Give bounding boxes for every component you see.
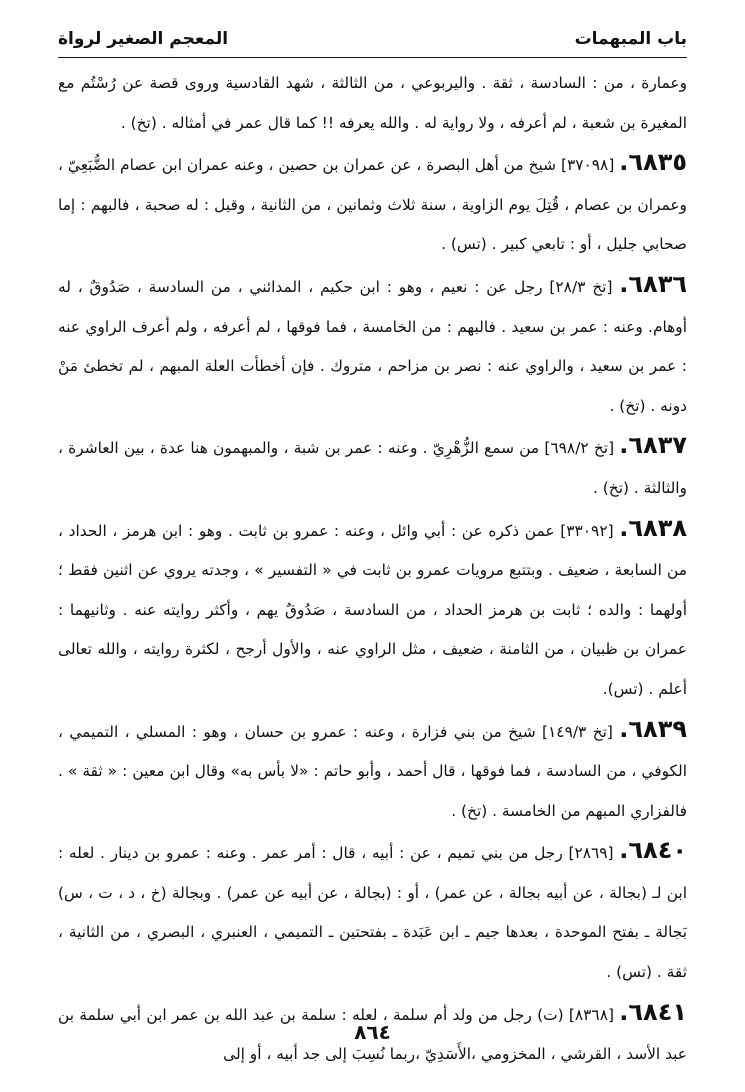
entry-6835 [58, 143, 687, 265]
entry-6839 [58, 710, 687, 832]
entry-number: ٦٨٤١. [619, 997, 687, 1026]
page-body [58, 64, 687, 1075]
entry-text: [تخ ٢٨/٣] رجل عن : نعيم ، وهو : ابن حكيم ، المدائني ، من السادسة ، صَدُوقٌ ، له أوهام. وعنه : عمر بن سعيد . فالبهم : من الخامسة ، فما فوقها ، لم أعرفه ، ولم أعرف الراوي عنه : عمر بن سعيد ، والراوي عنه : نصر بن مزاحم ، متروك . فإن أخطأت العلة المبهم ، لم تخطئ مَنْ دونه . (تخ) . [58, 277, 687, 415]
entry-text: [٢٨٦٩] رجل من بني تميم ، عن : أبيه ، قال : أمر عمر . وعنه : عمرو بن دينار . لعله : ابن لـ (بجالة ، عن أبيه بجالة ، عن عمر) ، أو : (بجالة ، عن أبيه عن عمر) . وبجالة (خ ، د ، ت ، س) بَجالة ـ بفتح الموحدة ، بعدها جيم ـ ابن عَبَدة ـ بفتحتين ـ التميمي ، العنبري ، البصري ، من الثانية ، ثقة . (تس) . [58, 844, 687, 982]
entry-number: ٦٨٣٥. [619, 148, 687, 177]
running-header [58, 24, 687, 54]
header-book-title: المعجم الصغير لرواة [58, 29, 229, 49]
entry-6840 [58, 831, 687, 992]
entry-number: ٦٨٣٦. [619, 269, 687, 298]
page-number: ٨٦٤ [354, 1020, 391, 1044]
continuation-paragraph: وعمارة ، من : السادسة ، ثقة . واليربوعي ، من الثالثة ، شهد القادسية وروى قصة عن رُسْتُم مع المغيرة بن شعبة ، لم أعرفه ، ولا رواية له . والله يعرفه !! كما قال عمر في أمثاله . (تخ) . [58, 74, 687, 132]
entry-6837 [58, 426, 687, 508]
entry-number: ٦٨٣٩. [619, 714, 687, 743]
entry-number: ٦٨٤٠. [619, 836, 687, 865]
entry-number: ٦٨٣٧. [619, 431, 687, 460]
entry-6838 [58, 509, 687, 710]
header-chapter-title: باب المبهمات [574, 29, 687, 49]
entry-text: [٨٣٦٨] (ت) رجل من ولد أم سلمة ، لعله : سلمة بن عبد الله بن عمر ابن أبي سلمة بن عبد الأسد ، القرشي ، المخزومي ،الأَسَدِيّ ،ربما نُسِبَ إلى جد أبيه ، أو إلى [58, 1005, 687, 1064]
entry-text: [تخ ٦٩٨/٢] من سمع الزُّهْرِيّ . وعنه : عمر بن شبة ، والمبهمون هنا عدة ، بين العاشرة ، والثالثة . (تخ) . [58, 439, 687, 497]
entry-number: ٦٨٣٨. [619, 513, 687, 542]
entry-text: [٣٣٠٩٢] عمن ذكره عن : أبي وائل ، وعنه : عمرو بن ثابت . وهو : ابن هرمز ، الحداد ، من السابعة ، ضعيف . وبتتبع مرويات عمرو بن ثابت في « التفسير » ، وجدته يروي عن اثنين فقط ؛ أولهما : والده ؛ ثابت بن هرمز الحداد ، من السادسة ، صَدُوقٌ يهم ، وأكثر روايته عنه . وثانيهما : عمران بن ظبيان ، من الثامنة ، ضعيف ، مثل الراوي عنه ، والأول أرجح ، لكثرة روايته ، والله تعالى أعلم . (تس). [58, 521, 687, 698]
entry-text: [٣٧٠٩٨] شيخ من أهل البصرة ، عن عمران بن حصين ، وعنه عمران ابن عصام الضُّبَعِيّ ، وعمران بن عصام ، قُتِلَ يوم الزاوية ، سنة ثلاث وثمانين ، من الثانية ، وقيل : له صحبة ، فالبهم : إما صحابي جليل ، أو : تابعي كبير . (تس) . [58, 156, 687, 254]
header-rule [58, 57, 687, 58]
entry-text: [تخ ١٤٩/٣] شيخ من بني فزارة ، وعنه : عمرو بن حسان ، وهو : المسلي ، التميمي ، الكوفي ، من السادسة ، فما فوقها ، قال أحمد ، وأبو حاتم : «لا بأس به» وقال ابن معين : « ثقة » . فالفزاري المبهم من الخامسة . (تخ) . [58, 722, 687, 820]
entry-6836 [58, 265, 687, 426]
